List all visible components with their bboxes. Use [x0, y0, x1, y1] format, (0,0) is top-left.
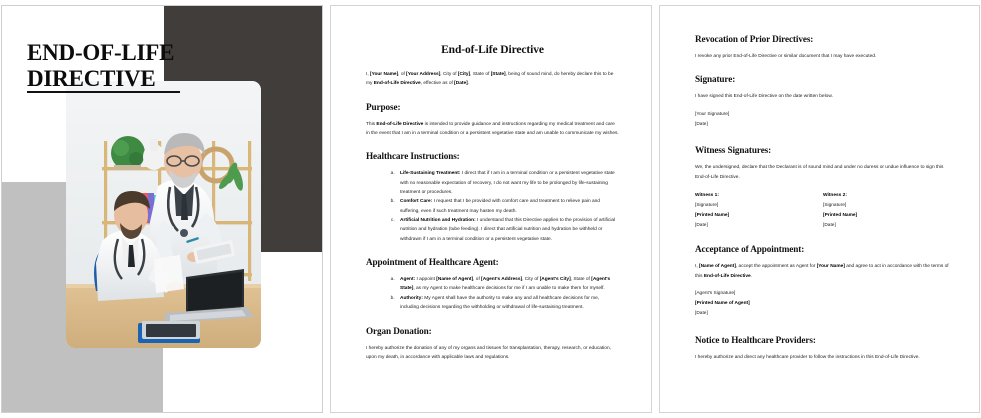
- cover-title-line-1: END-OF-LIFE: [27, 40, 175, 65]
- section-heading-notice: Notice to Healthcare Providers:: [695, 334, 816, 345]
- section-heading-organ-donation: Organ Donation:: [366, 325, 432, 336]
- section-heading-revocation: Revocation of Prior Directives:: [695, 34, 814, 44]
- list-item: b. Comfort Care: I request that I be provided with comfort care and treatment to relieve pain and suffering, even if such treatment may hasten my death.: [396, 197, 619, 216]
- document-page-three[interactable]: [659, 5, 980, 413]
- witness-1-printed-name: [Printed Name]: [695, 212, 730, 218]
- notice-paragraph: I hereby authorize and direct any healthcare provider to follow the instructions in this End-of-Life Directive.: [695, 354, 920, 360]
- purpose-paragraph: This End-of-Life Directive is intended to provide guidance and instructions regarding my medical treatment and care in the event that I am in a terminal condition or a persistent vegetative state and am unable to communicate my wishes.: [366, 121, 619, 137]
- witness-2-printed-name: [Printed Name]: [823, 212, 858, 218]
- page-title: End-of-Life Directive: [441, 44, 544, 56]
- page-two-body: [331, 6, 651, 412]
- section-heading-purpose: Purpose:: [366, 101, 401, 112]
- witness-1-signature: [Signature]: [695, 202, 719, 208]
- section-heading-signature: Signature:: [695, 74, 736, 85]
- page-three-body: [660, 6, 979, 412]
- acceptance-paragraph: I, [Name of Agent], accept the appointment as Agent for [Your Name] and agree to act in accordance with the terms of this End-of-Life Directive.: [695, 264, 949, 279]
- section-heading-acceptance: Acceptance of Appointment:: [695, 244, 805, 255]
- list-item: b. Authority: My Agent shall have the authority to make any and all healthcare decisions for me, including decisions regarding the withholding or withdrawal of life-sustaining treatment.: [396, 294, 619, 313]
- document-page-two[interactable]: [330, 5, 652, 413]
- organ-donation-paragraph: I hereby authorize the donation of any of my organs and tissues for transplantation, therapy, research, or education, upon my death, in accordance with applicable laws and regulations.: [366, 345, 611, 360]
- witness-2-signature: [Signature]: [823, 202, 847, 208]
- witness-2-title: Witness 2:: [823, 193, 847, 199]
- agent-signature-line: [Agent's Signature]: [695, 291, 736, 297]
- doctors-photo-illustration: [66, 81, 261, 348]
- healthcare-instructions-list: [366, 169, 619, 244]
- agent-printed-name-line: [Printed Name of Agent]: [695, 300, 750, 306]
- cover-photo: [66, 81, 261, 348]
- witness-columns: [695, 191, 951, 230]
- witness-column-2: [823, 191, 951, 230]
- document-page-cover[interactable]: [1, 5, 323, 413]
- revocation-paragraph: I revoke any prior End-of-Life Directive or similar document that I may have executed.: [695, 54, 877, 59]
- list-item: a. Life-Sustaining Treatment: I direct that if I am in a terminal condition or a persistent vegetative state with no reasonable expectation of recovery, I do not want my life to be prolonged by life-sustaining treatment or procedures.: [396, 169, 619, 197]
- list-item: c. Artificial Nutrition and Hydration: I understand that this Directive applies to the provision of artificial nutrition and hydration (tube feeding). I direct that artificial nutrition and hydration be withheld or withdrawn if I am in a terminal condition or a persistent vegetative state.: [396, 216, 619, 244]
- witness-2-date: [Date]: [823, 222, 836, 228]
- section-heading-appointment: Appointment of Healthcare Agent:: [366, 257, 499, 268]
- list-item: a. Agent: I appoint [Name of Agent], of [Agent's Address], City of [Agent's City], State of [Agent's State], as my Agent to make healthcare decisions for me if I am unable to make them for myself.: [396, 275, 619, 294]
- cover-title-line-2: DIRECTIVE: [27, 65, 156, 91]
- declaration-paragraph: I, [Your Name], of [Your Address], City of [City], State of [State], being of sound mind, do hereby declare this to be my End-of-Life Directive, effective as of [Date].: [366, 72, 614, 87]
- signature-line-your-signature: [Your Signature]: [695, 111, 730, 117]
- section-heading-healthcare-instructions: Healthcare Instructions:: [366, 151, 460, 162]
- witness-column-1: [695, 191, 823, 230]
- signature-line-date: [Date]: [695, 121, 708, 127]
- agent-date-line: [Date]: [695, 310, 708, 316]
- witness-paragraph: We, the undersigned, declare that the Declarant is of sound mind and under no duress or undue influence to sign this End-of-Life Directive.: [695, 165, 944, 180]
- witness-1-title: Witness 1:: [695, 193, 719, 199]
- cover-title: [27, 40, 177, 92]
- cover-title-underline: [27, 91, 180, 93]
- appointment-list: [366, 275, 619, 312]
- section-heading-witness-signatures: Witness Signatures:: [695, 145, 772, 156]
- signature-paragraph: I have signed this End-of-Life Directive on the date written below.: [695, 94, 833, 100]
- desk-tablet: [138, 321, 200, 343]
- witness-1-date: [Date]: [695, 222, 708, 228]
